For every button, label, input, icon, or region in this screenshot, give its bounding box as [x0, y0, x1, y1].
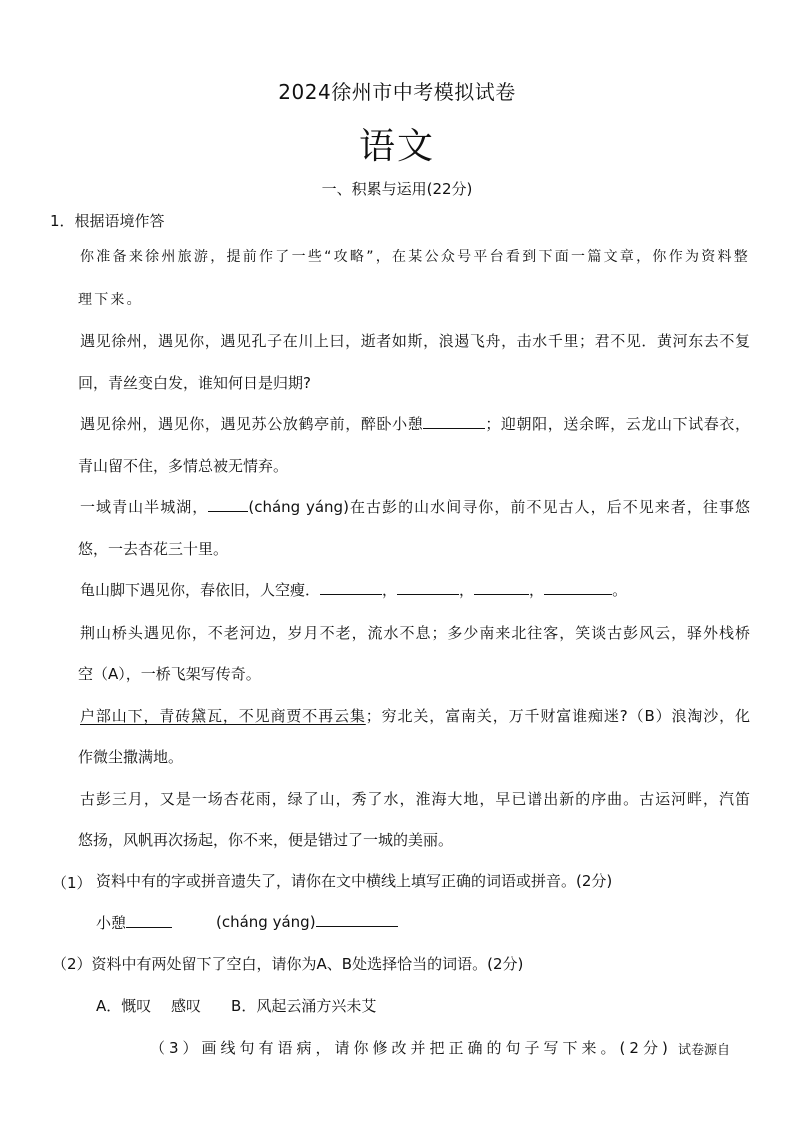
paragraph-2-text-a: 遇见徐州，遇见你，遇见苏公放鹤亭前，醉卧小憩 [80, 415, 424, 433]
paragraph-3-text-a: 一域青山半城湖， [80, 498, 209, 516]
source-note: 试卷源自 [678, 1043, 731, 1058]
underlined-sentence: 户部山下，青砖黛瓦，不见商贾不再云集 [80, 707, 366, 725]
paragraph-2-text-b: ；迎朝阳，送余晖，云龙山下试春衣， [485, 415, 750, 433]
paragraph-5-line-2: 空（A），一桥飞架写传奇。 [78, 665, 261, 683]
comma: ， [459, 581, 475, 599]
subquestion-3-text: （3）画线句有语病，请你修改并把正确的句子写下来。(2分) [150, 1039, 672, 1057]
paragraph-3-text-b: (cháng yáng)在古彭的山水间寻你，前不见古人，后不见来者，往事悠 [248, 498, 750, 516]
subquestion-1-answer-b [216, 912, 398, 931]
fill-blank-3[interactable] [474, 580, 529, 595]
subquestion-1-label: （1） [52, 874, 92, 892]
paragraph-3-line-2: 悠，一去杏花三十里。 [78, 540, 229, 558]
paragraph-6-text: ；穷北关，富南关，万千财富谁痴迷?（B）浪淘沙，化 [365, 707, 750, 725]
paragraph-4-line-1 [80, 579, 750, 600]
paragraph-3-line-1 [80, 496, 750, 517]
subquestion-2-text: （2）资料中有两处留下了空白，请你为A、B处选择恰当的词语。(2分) [52, 955, 524, 973]
question-1-heading: 1．根据语境作答 [50, 212, 165, 230]
intro-line-2: 理下来。 [78, 292, 143, 308]
paragraph-2-line-2: 青山留不住，多情总被无情弃。 [78, 457, 289, 475]
subquestion-2-options: A．慨叹 感叹 B．风起云涌方兴未艾 [96, 997, 377, 1015]
paragraph-1-line-2: 回，青丝变白发，谁知何日是归期? [78, 374, 311, 392]
period: 。 [612, 581, 628, 599]
paragraph-5-line-1: 荆山桥头遇见你，不老河边，岁月不老，流水不息；多少南来北往客，笑谈古彭风云，驿外栈桥 [80, 624, 750, 642]
fill-blank-4[interactable] [544, 580, 612, 595]
intro-line-1: 你准备来徐州旅游，提前作了一些“攻略”，在某公众号平台看到下面一篇文章，你作为资料整 [80, 249, 750, 265]
answer-label-changyang: (cháng yáng) [216, 913, 316, 931]
section-heading: 一、积累与运用(22分) [321, 180, 473, 198]
answer-blank-changyang[interactable] [316, 912, 398, 927]
comma: ， [529, 581, 545, 599]
fill-blank-1[interactable] [320, 580, 382, 595]
exam-title: 2024徐州市中考模拟试卷 [278, 80, 516, 104]
paragraph-6-line-2: 作微尘撒满地。 [78, 748, 184, 766]
answer-label-xiaoqi: 小憩 [96, 914, 127, 932]
paragraph-6-line-1 [80, 705, 750, 726]
subject-title: 语文 [358, 126, 435, 167]
subquestion-1-answers [96, 912, 172, 933]
answer-blank-xiaoqi[interactable] [126, 913, 172, 928]
paragraph-7-line-1: 古彭三月，又是一场杏花雨，绿了山，秀了水，淮海大地，早已谱出新的序曲。古运河畔，汽笛 [80, 790, 750, 808]
paragraph-4-text: 龟山脚下遇见你，春依旧，人空瘦． [80, 581, 321, 599]
paragraph-1-line-1: 遇见徐州，遇见你，遇见孔子在川上曰，逝者如斯，浪遏飞舟，击水千里；君不见．黄河东去不复 [80, 332, 750, 350]
fill-blank-xiaoqi[interactable] [423, 414, 485, 429]
subquestion-1-text: 资料中有的字或拼音遗失了，请你在文中横线上填写正确的词语或拼音。(2分) [96, 872, 613, 890]
paragraph-7-line-2: 悠扬，风帆再次扬起，你不来，便是错过了一城的美丽。 [78, 831, 454, 849]
fill-blank-2[interactable] [397, 580, 459, 595]
fill-blank-changyang[interactable] [208, 497, 248, 512]
comma: ， [382, 581, 398, 599]
paragraph-2-line-1 [80, 413, 750, 434]
